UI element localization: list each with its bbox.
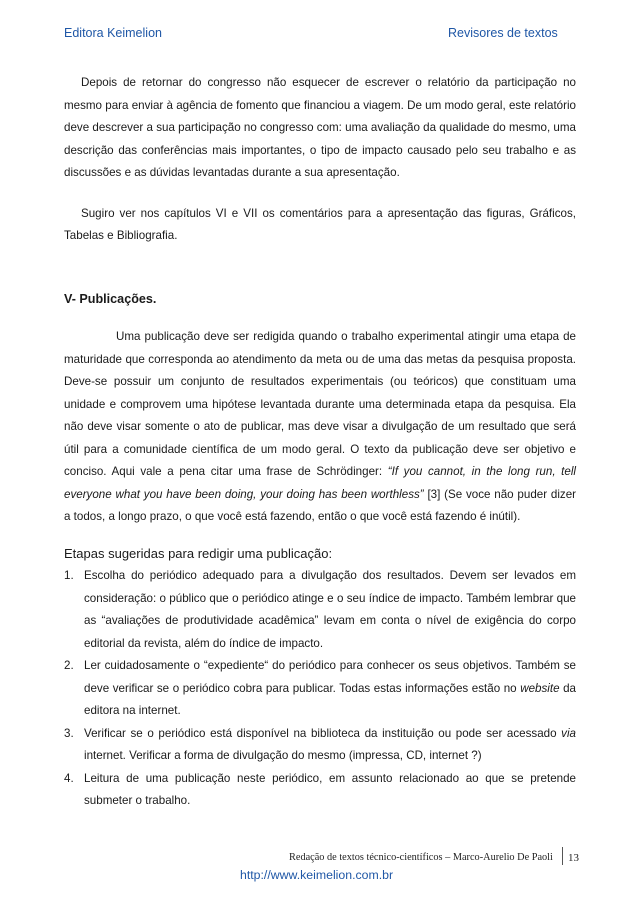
page-number: 13	[568, 852, 579, 864]
steps-title: Etapas sugeridas para redigir uma publicação:	[64, 545, 333, 561]
footer-url-link[interactable]: http://www.keimelion.com.br	[240, 868, 394, 882]
step-text-end: da editora na internet.	[84, 681, 576, 717]
step-item	[64, 768, 576, 813]
step-italic-term: website	[520, 681, 560, 695]
page-number-divider	[562, 847, 563, 865]
paragraph-publications-start: Uma publicação deve ser redigida quando o trabalho experimental atingir uma etapa de maturidade que corresponda ao atendimento da meta ou de uma das metas da pesquisa proposta. Deve-se possuir um conjunto de resultados experimentais (ou teóricos) que constituam uma unidade e comprovem uma hipótese levantada durante uma determinada etapa da pesquisa. Ela não deve visar somente o ato de publicar, mas deve visar a divulgação de um resultado que será útil para a comunidade científica de um modo geral. O texto da publicação deve ser objetivo e conciso. Aqui vale a pena citar uma frase de Schrödinger:	[64, 330, 576, 478]
steps-list	[64, 565, 576, 813]
step-text: Escolha do periódico adequado para a divulgação dos resultados. Devem ser levados em consideração: o público que o periódico atinge e o seu índice de impacto. Também lembrar que as “avaliações de produtividade acadêmica” levam em conta o nível de exigência do corpo editorial da revista, além do índice de impacto.	[84, 569, 576, 650]
footer-credit: Redação de textos técnico-científicos – Marco-Aurelio De Paoli	[289, 852, 553, 863]
paragraph-chapters: Sugiro ver nos capítulos VI e VII os comentários para a apresentação das figuras, Gráficos, Tabelas e Bibliografia.	[64, 206, 576, 242]
header-section: Revisores de textos	[448, 26, 558, 40]
step-text: Leitura de uma publicação neste periódico, em assunto relacionado ao que se pretende submeter o trabalho.	[84, 771, 576, 807]
step-number: 4.	[64, 771, 74, 785]
step-number: 1.	[64, 569, 74, 582]
paragraph-report: Depois de retornar do congresso não esquecer de escrever o relatório da participação no mesmo para enviar à agência de fomento que financiou a viagem. De um modo geral, este relatório deve descrever a sua participação no congresso com: uma avaliação da qualidade do mesmo, uma descrição das conferências mais importantes, o tipo de impacto causado pelo seu trabalho e as discussões e as dúvidas levantadas durante a sua apresentação.	[64, 76, 576, 179]
step-text: Ler cuidadosamente o “expediente“ do periódico para conhecer os seus objetivos. Também se deve verificar se o periódico cobra para publicar. Todas estas informações estão no	[84, 659, 576, 695]
step-italic-term: via	[561, 726, 576, 740]
header-publisher: Editora Keimelion	[64, 26, 162, 40]
step-item	[64, 655, 576, 723]
step-number: 3.	[64, 726, 74, 740]
schrodinger-quote: “If you cannot, in the long run, tell everyone what you have been doing, your doing has been worthless”	[64, 465, 576, 501]
paragraph-publications-end: [3] (Se voce não puder dizer a todos, a longo prazo, o que você está fazendo, então o que você está fazendo é inútil).	[64, 487, 577, 523]
step-number: 2.	[64, 659, 74, 672]
step-text: Verificar se o periódico está disponível na biblioteca da instituição ou pode ser acessado	[84, 726, 562, 740]
step-item	[64, 565, 576, 655]
step-text-end: internet. Verificar a forma de divulgação do mesmo (impressa, CD, internet ?)	[84, 749, 482, 762]
step-item	[64, 723, 576, 768]
page-body	[64, 72, 576, 813]
paragraph-publications	[64, 326, 576, 529]
section-heading: V- Publicações.	[64, 291, 157, 306]
